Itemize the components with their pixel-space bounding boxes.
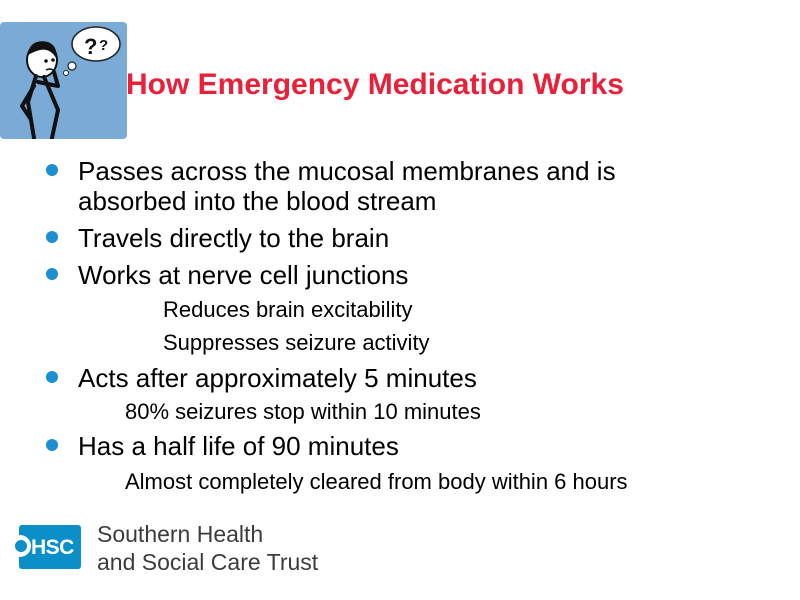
- hsc-badge-text: HSC: [31, 536, 74, 559]
- sub-bullet-text: Reduces brain excitability: [163, 297, 413, 322]
- sub-bullet-text: Almost completely cleared from body within 6 hours: [125, 469, 628, 494]
- bullet-dot-icon: [46, 439, 58, 451]
- organisation-line-2: and Social Care Trust: [97, 549, 319, 575]
- organisation-name: [97, 520, 318, 576]
- bullet-text: Works at nerve cell junctions: [78, 260, 409, 290]
- bullet-text: Acts after approximately 5 minutes: [78, 363, 477, 393]
- bullet-dot-icon: [46, 164, 58, 176]
- svg-text:?: ?: [99, 37, 109, 54]
- sub-bullet-text: Suppresses seizure activity: [163, 330, 430, 355]
- hsc-badge: [19, 525, 81, 569]
- bullet-text: Travels directly to the brain: [78, 223, 390, 253]
- bullet-text: absorbed into the blood stream: [78, 186, 437, 216]
- sub-bullet-text: 80% seizures stop within 10 minutes: [125, 399, 481, 424]
- hsc-logo: [19, 520, 319, 576]
- bullet-dot-icon: [46, 371, 58, 383]
- slide-title: How Emergency Medication Works: [126, 68, 624, 101]
- bullet-list: [46, 0, 786, 600]
- bullet-text: Has a half life of 90 minutes: [78, 431, 399, 461]
- bullet-text: Passes across the mucosal membranes and is: [78, 156, 616, 186]
- bullet-dot-icon: [46, 231, 58, 243]
- organisation-line-1: Southern Health: [97, 521, 264, 547]
- bullet-dot-icon: [46, 268, 58, 280]
- svg-text:?: ?: [84, 34, 98, 59]
